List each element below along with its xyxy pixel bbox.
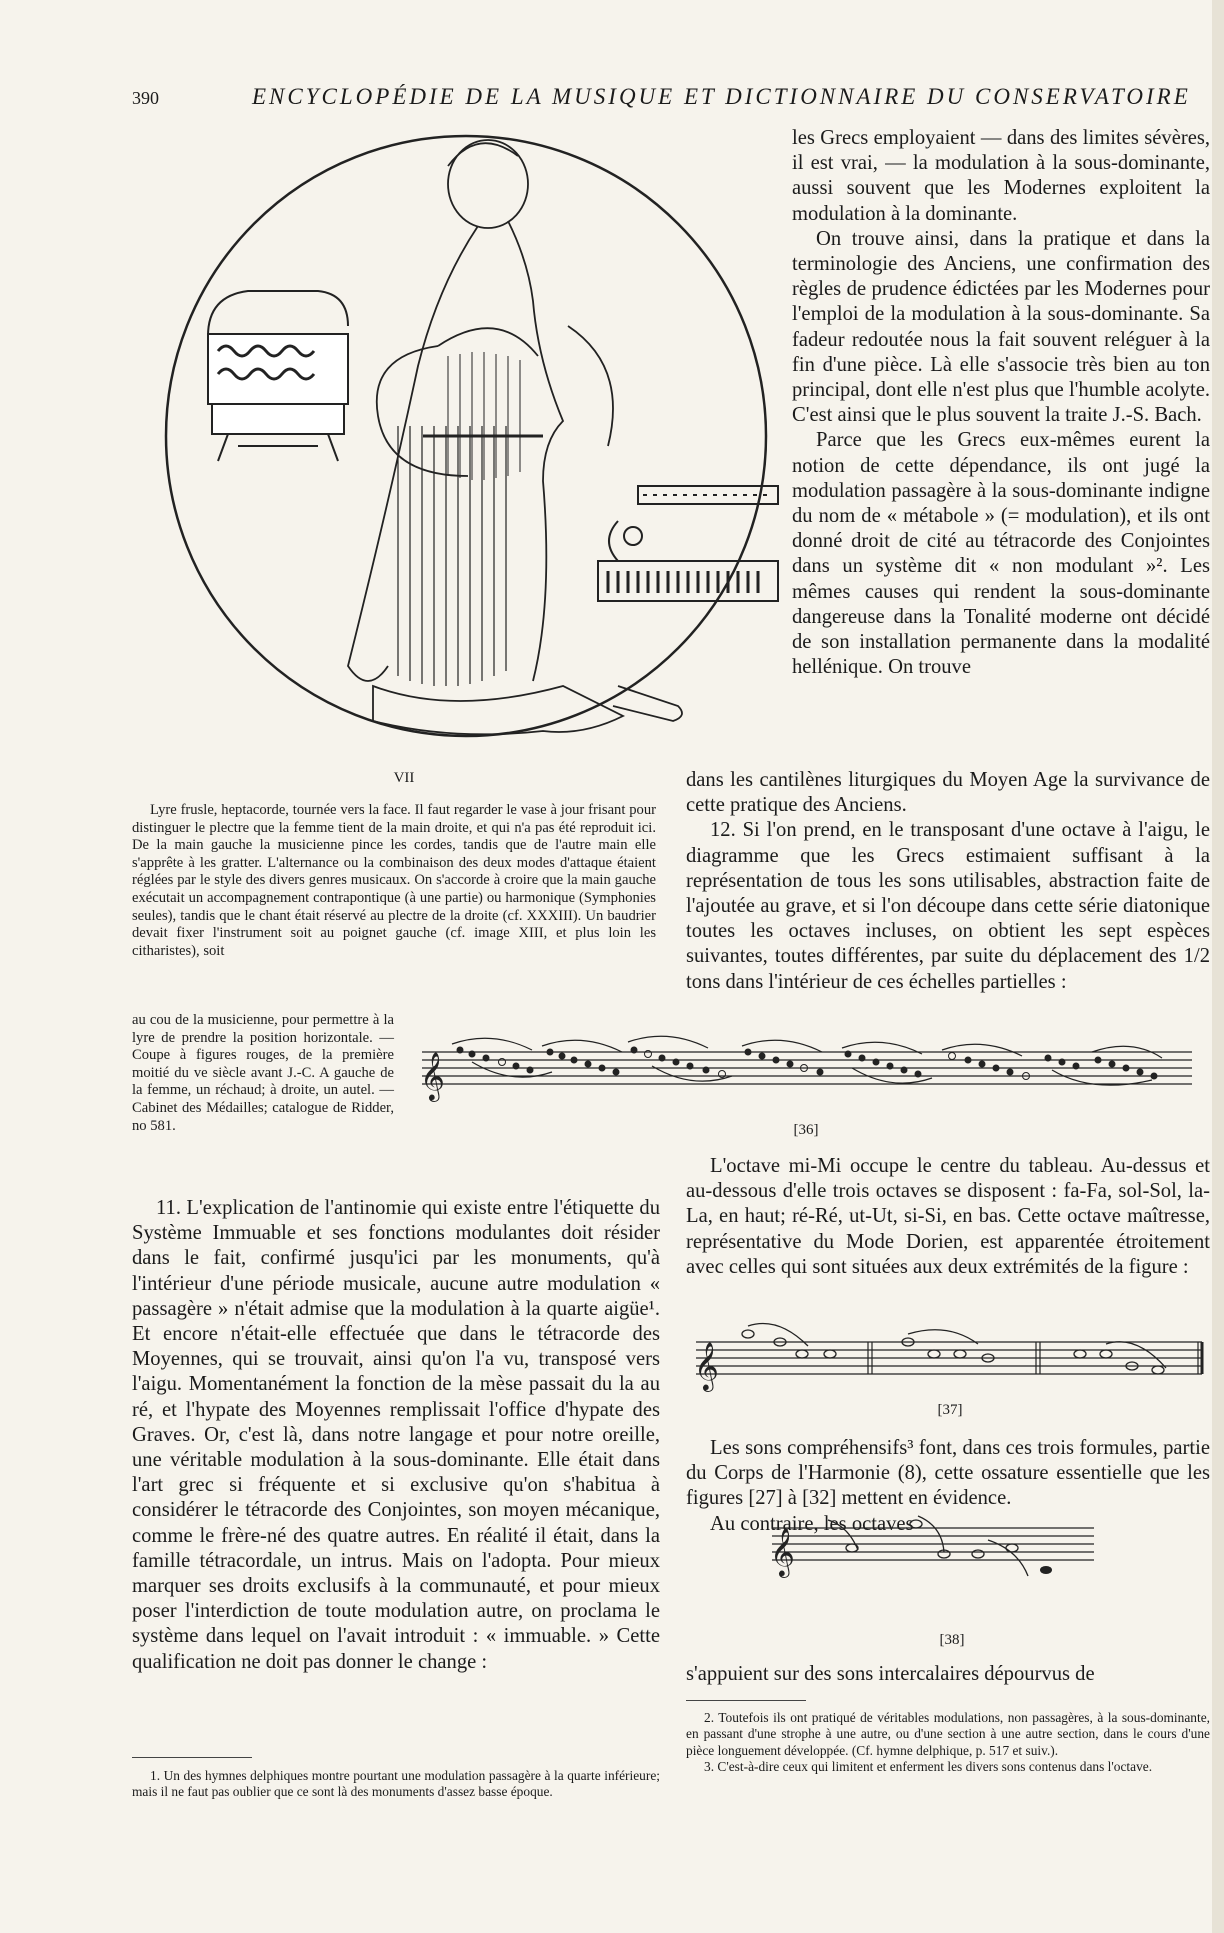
figure-caption-bottom — [132, 1012, 394, 1135]
footnote-rule-left — [132, 1757, 252, 1758]
running-header — [132, 84, 1191, 114]
running-title: ENCYCLOPÉDIE DE LA MUSIQUE ET DICTIONNAIRE DU CONSERVATOIRE — [252, 84, 1191, 109]
music-example-38 — [768, 1508, 1098, 1588]
music-example-36 — [412, 1022, 1202, 1118]
footnotes-right — [686, 1710, 1210, 1776]
footnote-2-text: 2. Toutefois ils ont pratiqué de véritables modulations, non passagères, à la sous-dominante, en passant d'une strophe à une autre, ou d'une section à une autre section, dans le cours d'une pièce longuement développée. (Cf. hymne delphique, p. 517 et suiv.). — [686, 1710, 1210, 1758]
footnote-rule-right — [686, 1700, 806, 1701]
caption-text-1: Lyre frusle, heptacorde, tournée vers la face. Il faut regarder le vase à jour frisant pour distinguer le plectre que la femme tient de la main droite, et qui n'a pas été reproduit ici. De la main gauche la musicienne pince les cordes, tandis que de l'autre main elle s'apprête à les gratter. L'alternance ou la combinaison des deux modes d'attaque étaient réglées par le style des divers genres musicaux. On s'accorde à croire que la main gauche exécutait un accompagnement contrapontique (à une partie) ou harmonique (Symphonies seules), tandis que le chant était réservé au plectre de la droite (cf. XXXIII). Un baudrier devait fixer l'instrument soit au poignet gauche (cf. image XIII, et plus loin les citharistes), soit — [132, 802, 656, 959]
paragraph-e: Les sons compréhensifs³ font, dans ces trois formules, partie du Corps de l'Harmonie (8), cette ossature essentielle que les figures [27] à [32] mettent en évidence. — [686, 1437, 1210, 1510]
paragraph-12: 12. Si l'on prend, en le transposant d'une octave à l'aigu, le diagramme que les Grecs estimaient suffisant à la représentation de tous les sons utilisables, abstraction faite de l'ajoutée au grave, et si l'on découpe dans cette série diatonique toutes les octaves incluses, on obtient les sept espèces suivantes, toutes différentes, par suite du déplacement des 1/2 tons dans l'intérieur de ces échelles partielles : — [686, 819, 1210, 993]
paragraph-f: Au contraire, les octaves — [710, 1512, 914, 1535]
example-38-label: [38] — [939, 1632, 965, 1648]
paragraph-c: Parce que les Grecs eux-mêmes eurent la notion de cette dépendance, ils ont jugé la modulation passagère à la sous-dominante indigne du nom de « métabole » (= modulation), et ils ont donné droit de cité au tétracorde des Conjointes dans un système dit « non modulant »². Les mêmes causes qui rendent la sous-dominante dangereuse dans la Tonalité moderne ont décidé de son installation permanente dans la modalité hellénique. On trouve — [792, 429, 1210, 679]
paragraph-11: 11. L'explication de l'antinomie qui existe entre l'étiquette du Système Immuable et ses fonctions modulantes doit résider dans le fait, confirmé jusqu'ici par les monuments, qu'à l'intérieur d'une période musicale, aucune autre modulation « passagère » n'était admise que la modulation à la quarte aigüe¹. Et encore n'était-elle effectuée que dans le tétracorde des Moyennes, qui se trouvait, ainsi qu'on l'a vu, transposé vers l'aigu. Momentanément la fonction de la mèse passait du la au ré, et l'hypate des Moyennes remplissait l'office d'hypate des Graves. Or, c'est là, dans notre langage et pour notre oreille, une véritable modulation à la sous-dominante. Elle était dans l'art grec si fréquente et si exclusive qu'on s'habitua à considérer le tétracorde des Conjointes, son moyen mécanique, comme le frère-né des quatre autres. En réalité il était, dans la famille tétracordale, un intrus. Mais on l'adopta. Pour mieux marquer ses droits exclusifs à la communauté, et pour mieux poser l'interdiction de toute modulation autre, on proclama le système dans lequel on l'avait introduit : « immuable. » Cette qualification ne doit pas donner le change : — [132, 1197, 660, 1673]
svg-text:𝄞: 𝄞 — [420, 1051, 445, 1100]
figure-caption-top — [132, 802, 656, 960]
paragraph-a: les Grecs employaient — dans des limites sévères, il est vrai, — la modulation à la sous-dominante, aussi souvent que les Modernes exploitent la modulation à la dominante. — [792, 127, 1210, 225]
right-column-top — [792, 126, 1210, 680]
footnote-1 — [132, 1768, 660, 1801]
left-column — [132, 1196, 660, 1675]
paragraph-c-cont: dans les cantilènes liturgiques du Moyen Age la survivance de cette pratique des Anciens. — [686, 769, 1210, 817]
caption-text-2: au cou de la musicienne, pour permettre à la lyre de prendre la position horizontale. — Coupe à figures rouges, de la première moitié du ve siècle avant J.-C. A gauche de la femme, un réchaud; à droite, un autel. — Cabinet des Médailles; catalogue de Ridder, no 581. — [132, 1012, 394, 1134]
svg-text:𝄞: 𝄞 — [770, 1527, 795, 1576]
page-edge — [1212, 0, 1224, 1933]
figure-label: VII — [393, 770, 415, 786]
right-column-g — [686, 1662, 1210, 1687]
footnote-1-text: 1. Un des hymnes delphiques montre pourtant une modulation passagère à la quarte inférieure; mais il ne faut pas oublier que ce sont là des monuments d'assez basse époque. — [132, 1768, 660, 1800]
right-column-lower — [686, 1154, 1210, 1280]
paragraph-b: On trouve ainsi, dans la pratique et dans la terminologie des Anciens, une confirmation des règles de prudence édictées par les Modernes pour l'emploi de la modulation à la sous-dominante. Sa fadeur redoutée nous la fait souvent reléguer à la fin d'une pièce. Là elle s'associe très bien au ton principal, dont elle n'est plus que l'humble acolyte. C'est ainsi que le plus souvent la traite J.-S. Bach. — [792, 227, 1210, 427]
figure-vii-illustration — [148, 126, 780, 766]
footnote-3-text: 3. C'est-à-dire ceux qui limitent et enferment les divers sons contenus dans l'octave. — [704, 1759, 1153, 1775]
paragraph-g: s'appuient sur des sons intercalaires dépourvus de — [686, 1663, 1095, 1685]
example-36-label: [36] — [793, 1122, 819, 1138]
page-number: 390 — [132, 88, 159, 108]
paragraph-d: L'octave mi-Mi occupe le centre du tableau. Au-dessus et au-dessous d'elle trois octaves se disposent : fa-Fa, sol-Sol, la-La, en haut; ré-Ré, ut-Ut, si-Si, en bas. Cette octave maîtresse, représentative du Mode Dorien, est apparentée étroitement avec celles qui sont situées aux deux extrémités de la figure : — [686, 1155, 1210, 1278]
right-column-mid — [686, 768, 1210, 995]
example-37-label: [37] — [937, 1402, 963, 1418]
music-example-37 — [692, 1312, 1212, 1392]
svg-text:𝄞: 𝄞 — [694, 1341, 719, 1390]
